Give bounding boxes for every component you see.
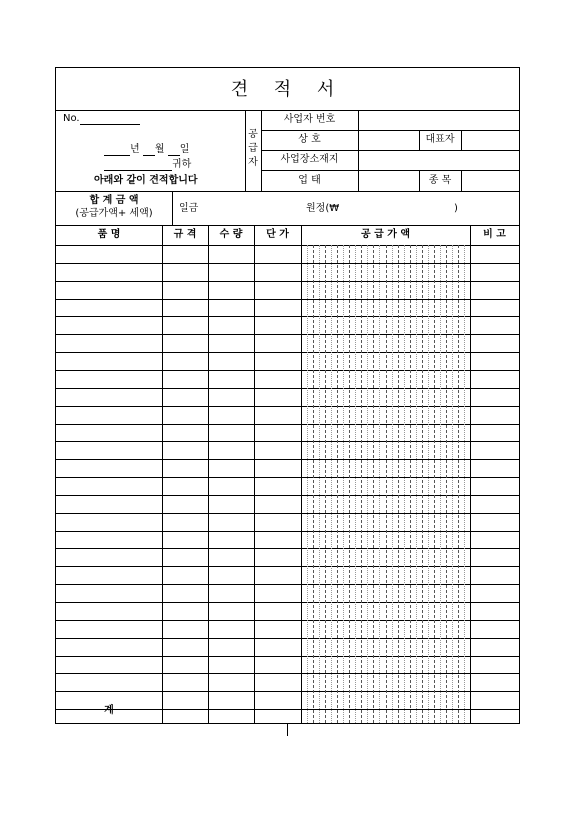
reg-no-label: 사업자 번호 (283, 114, 336, 125)
table-row[interactable] (56, 532, 519, 549)
total-prefix: 일금 (179, 203, 199, 214)
ceo-input[interactable] (462, 131, 519, 150)
quote-statement: 아래와 같이 견적합니다 (94, 175, 198, 186)
item-label: 종 목 (428, 175, 452, 186)
table-row[interactable] (56, 389, 519, 406)
ceo-label: 대표자 (425, 134, 455, 145)
table-row[interactable] (56, 371, 519, 388)
table-row[interactable] (56, 496, 519, 513)
total-amount-label: 합 계 금 액 (89, 195, 139, 206)
recipient-field[interactable] (104, 159, 191, 171)
table-row[interactable] (56, 246, 519, 263)
number-field[interactable] (63, 113, 140, 125)
table-row[interactable] (56, 603, 519, 620)
total-row-label: 계 (104, 705, 114, 716)
month-blank[interactable] (143, 145, 155, 156)
total-korean-input[interactable] (211, 194, 301, 222)
year-blank[interactable] (104, 145, 130, 156)
table-row[interactable] (56, 585, 519, 602)
business-input[interactable] (359, 171, 419, 191)
table-row[interactable] (56, 425, 519, 442)
header-quantity: 수 량 (219, 229, 243, 240)
reg-no-input[interactable] (359, 111, 519, 130)
table-row[interactable] (56, 549, 519, 566)
table-row[interactable] (56, 300, 519, 317)
header-spec: 규 격 (173, 229, 197, 240)
total-close: ) (454, 203, 458, 214)
table-row[interactable] (56, 674, 519, 691)
table-row[interactable] (56, 692, 519, 709)
table-row[interactable] (56, 639, 519, 656)
table-row[interactable] (56, 478, 519, 495)
number-label: No. (63, 113, 80, 124)
address-input[interactable] (359, 151, 519, 170)
table-row[interactable] (56, 442, 519, 459)
address-label: 사업장소재지 (280, 154, 339, 165)
date-field[interactable] (104, 144, 189, 156)
business-label: 업 태 (298, 175, 321, 186)
table-row[interactable] (56, 282, 519, 299)
table-row[interactable] (56, 621, 519, 638)
table-row[interactable] (56, 353, 519, 370)
table-row[interactable] (56, 460, 519, 477)
company-input[interactable] (359, 131, 419, 150)
row-divider (56, 709, 519, 710)
number-blank[interactable] (80, 114, 140, 125)
item-input[interactable] (462, 171, 519, 191)
month-label: 월 (154, 144, 165, 155)
total-amount-input[interactable] (352, 194, 450, 222)
total-amount-sublabel: (공급가액+ 세액) (75, 208, 153, 219)
supplier-label: 공급자 (248, 129, 258, 168)
header-supply-amount: 공 급 가 액 (360, 229, 411, 240)
total-suffix: 원정(₩ (306, 203, 340, 214)
table-row[interactable] (56, 335, 519, 352)
table-row[interactable] (56, 264, 519, 281)
page-center-mark (287, 724, 288, 736)
recipient-suffix: 귀하 (172, 159, 192, 170)
quotation-form (55, 67, 520, 724)
year-label: 년 (130, 144, 140, 155)
table-row[interactable] (56, 514, 519, 531)
table-row[interactable] (56, 567, 519, 584)
company-label: 상 호 (298, 134, 321, 145)
day-label: 일 (179, 144, 190, 155)
table-row[interactable] (56, 407, 519, 424)
header-item-name: 품 명 (97, 229, 121, 240)
table-row[interactable] (56, 317, 519, 334)
day-blank[interactable] (168, 145, 180, 156)
header-unit-price: 단 가 (266, 229, 289, 240)
header-note: 비 고 (483, 229, 506, 240)
recipient-blank[interactable] (104, 160, 172, 171)
document-title: 견 적 서 (230, 79, 345, 100)
table-row[interactable] (56, 657, 519, 674)
